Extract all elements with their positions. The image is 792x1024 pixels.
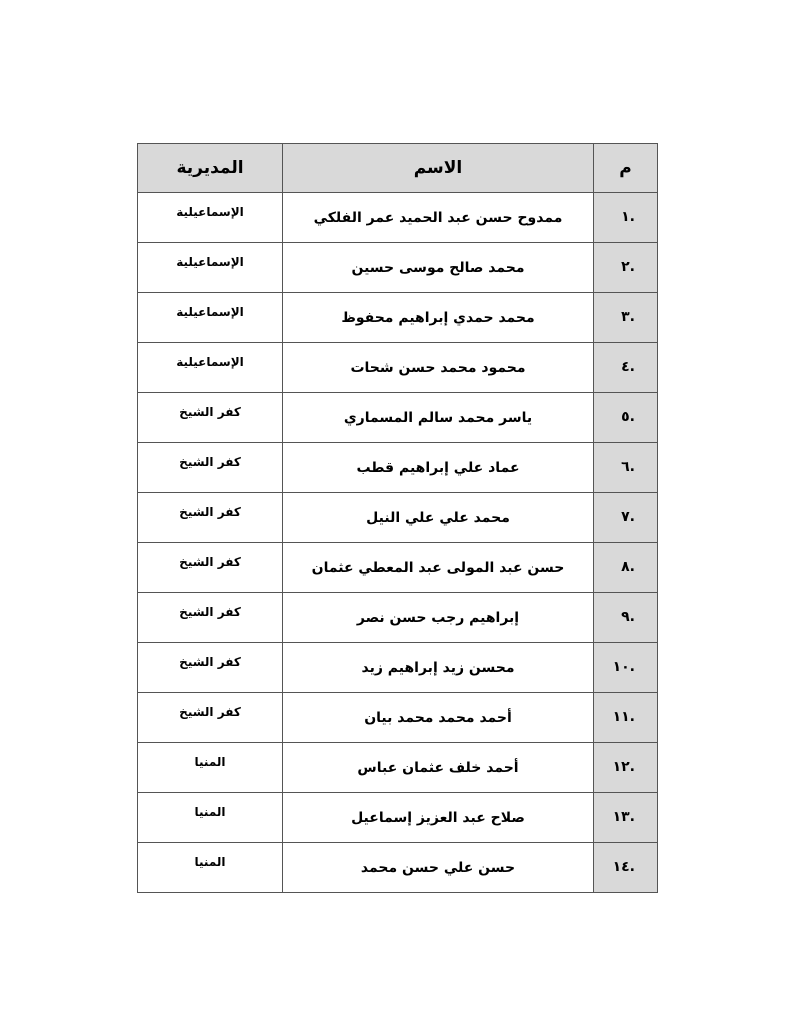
row-name: ممدوح حسن عبد الحميد عمر الفلكي	[283, 193, 594, 243]
table-row	[138, 593, 658, 643]
row-number: .٧	[594, 493, 658, 543]
row-directorate: المنيا	[138, 793, 283, 843]
row-directorate: الإسماعيلية	[138, 193, 283, 243]
row-name: محمد حمدي إبراهيم محفوظ	[283, 293, 594, 343]
row-number: .٨	[594, 543, 658, 593]
row-number: .١	[594, 193, 658, 243]
row-name: أحمد محمد محمد بيان	[283, 693, 594, 743]
table-row	[138, 393, 658, 443]
row-number: .٤	[594, 343, 658, 393]
row-number: .١١	[594, 693, 658, 743]
row-directorate: كفر الشيخ	[138, 443, 283, 493]
table-header-row	[138, 144, 658, 193]
row-name: أحمد خلف عثمان عباس	[283, 743, 594, 793]
table-row	[138, 343, 658, 393]
table-row	[138, 493, 658, 543]
header-directorate: المديرية	[138, 144, 283, 193]
row-directorate: كفر الشيخ	[138, 693, 283, 743]
row-number: .٢	[594, 243, 658, 293]
row-directorate: الإسماعيلية	[138, 293, 283, 343]
names-table	[137, 143, 658, 893]
table-row	[138, 843, 658, 893]
row-name: حسن عبد المولى عبد المعطي عثمان	[283, 543, 594, 593]
table-row	[138, 793, 658, 843]
row-name: محمود محمد حسن شحات	[283, 343, 594, 393]
header-num: م	[594, 144, 658, 193]
table-row	[138, 443, 658, 493]
row-name: حسن علي حسن محمد	[283, 843, 594, 893]
row-directorate: الإسماعيلية	[138, 343, 283, 393]
row-directorate: المنيا	[138, 743, 283, 793]
table-row	[138, 243, 658, 293]
table-row	[138, 693, 658, 743]
row-name: صلاح عبد العزيز إسماعيل	[283, 793, 594, 843]
table-row	[138, 293, 658, 343]
table-row	[138, 543, 658, 593]
row-directorate: الإسماعيلية	[138, 243, 283, 293]
row-directorate: كفر الشيخ	[138, 493, 283, 543]
row-number: .٥	[594, 393, 658, 443]
table-row	[138, 193, 658, 243]
row-directorate: كفر الشيخ	[138, 543, 283, 593]
row-directorate: المنيا	[138, 843, 283, 893]
row-directorate: كفر الشيخ	[138, 393, 283, 443]
row-name: إبراهيم رجب حسن نصر	[283, 593, 594, 643]
table-row	[138, 643, 658, 693]
row-number: .٣	[594, 293, 658, 343]
row-name: عماد علي إبراهيم قطب	[283, 443, 594, 493]
row-name: ياسر محمد سالم المسماري	[283, 393, 594, 443]
table-row	[138, 743, 658, 793]
row-name: محمد صالح موسى حسين	[283, 243, 594, 293]
row-name: محمد علي علي النيل	[283, 493, 594, 543]
row-directorate: كفر الشيخ	[138, 643, 283, 693]
row-name: محسن زيد إبراهيم زيد	[283, 643, 594, 693]
row-number: .١٠	[594, 643, 658, 693]
row-number: .١٤	[594, 843, 658, 893]
row-directorate: كفر الشيخ	[138, 593, 283, 643]
row-number: .١٢	[594, 743, 658, 793]
header-name: الاسم	[283, 144, 594, 193]
row-number: .٩	[594, 593, 658, 643]
row-number: .١٣	[594, 793, 658, 843]
row-number: .٦	[594, 443, 658, 493]
